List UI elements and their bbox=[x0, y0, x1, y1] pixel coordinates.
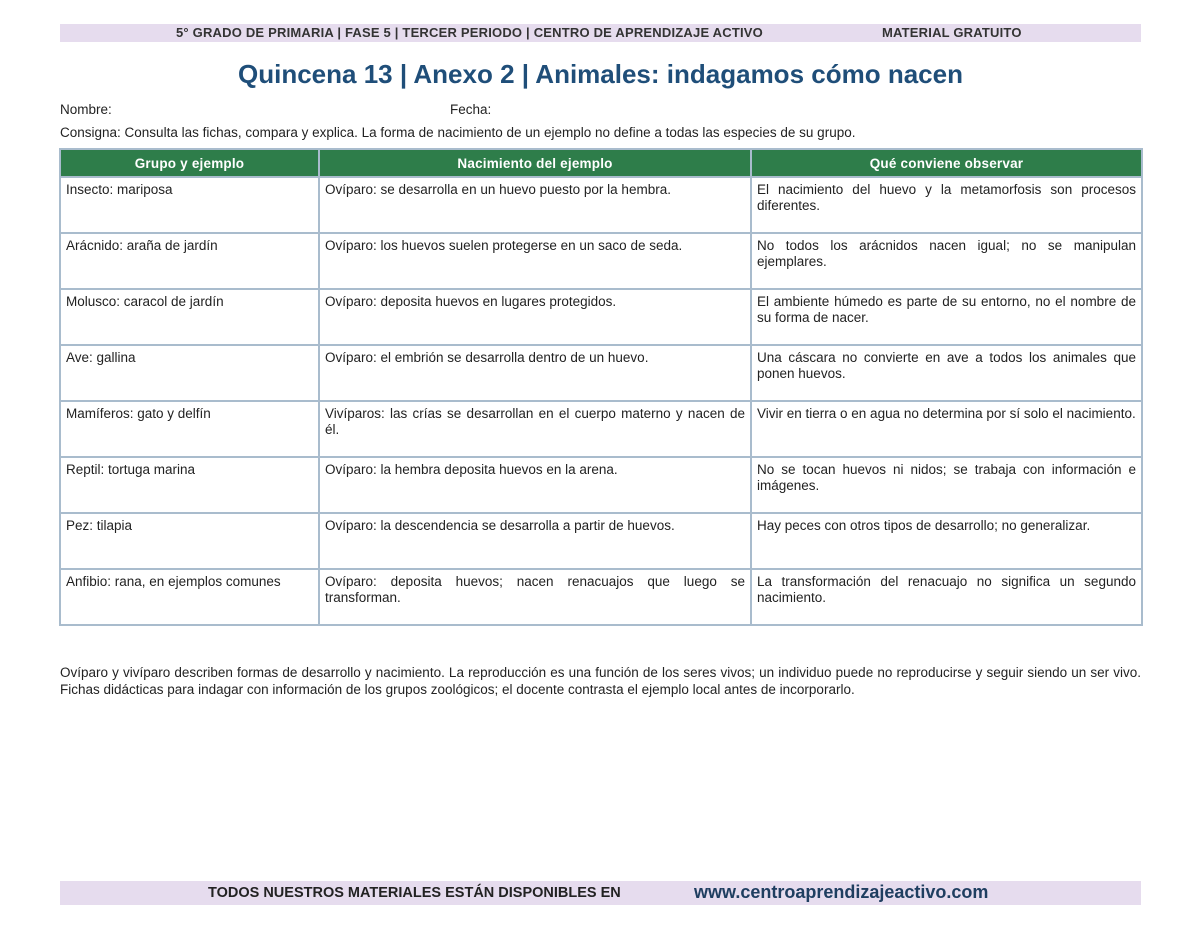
table-row bbox=[60, 569, 1142, 625]
cell-birth: Ovíparo: se desarrolla en un huevo puesto por la hembra. bbox=[319, 177, 751, 233]
header-birth-example: Nacimiento del ejemplo bbox=[319, 149, 751, 177]
table-row bbox=[60, 457, 1142, 513]
cell-group: Molusco: caracol de jardín bbox=[60, 289, 319, 345]
table-row bbox=[60, 513, 1142, 569]
cell-observe: No se tocan huevos ni nidos; se trabaja con información e imágenes. bbox=[751, 457, 1142, 513]
cell-observe: El nacimiento del huevo y la metamorfosis son procesos diferentes. bbox=[751, 177, 1142, 233]
name-field-label: Nombre: bbox=[60, 102, 112, 117]
header-info: 5° GRADO DE PRIMARIA | FASE 5 | TERCER PERIODO | CENTRO DE APRENDIZAJE ACTIVO bbox=[176, 25, 763, 40]
cell-birth: Ovíparo: deposita huevos en lugares protegidos. bbox=[319, 289, 751, 345]
cell-birth: Ovíparo: la descendencia se desarrolla a partir de huevos. bbox=[319, 513, 751, 569]
cell-group: Ave: gallina bbox=[60, 345, 319, 401]
header-what-to-observe: Qué conviene observar bbox=[751, 149, 1142, 177]
cell-observe: La transformación del renacuajo no significa un segundo nacimiento. bbox=[751, 569, 1142, 625]
table-header-row bbox=[60, 149, 1142, 177]
cell-group: Arácnido: araña de jardín bbox=[60, 233, 319, 289]
header-group-example: Grupo y ejemplo bbox=[60, 149, 319, 177]
date-field-label: Fecha: bbox=[450, 102, 492, 117]
table-row bbox=[60, 177, 1142, 233]
cell-birth: Ovíparo: el embrión se desarrolla dentro de un huevo. bbox=[319, 345, 751, 401]
cell-observe: Una cáscara no convierte en ave a todos los animales que ponen huevos. bbox=[751, 345, 1142, 401]
cell-birth: Ovíparo: la hembra deposita huevos en la arena. bbox=[319, 457, 751, 513]
cell-group: Mamíferos: gato y delfín bbox=[60, 401, 319, 457]
footer-availability-text: TODOS NUESTROS MATERIALES ESTÁN DISPONIBLES EN bbox=[208, 885, 621, 901]
cell-birth: Ovíparo: deposita huevos; nacen renacuajos que luego se transforman. bbox=[319, 569, 751, 625]
cell-group: Insecto: mariposa bbox=[60, 177, 319, 233]
footnote-text: Ovíparo y vivíparo describen formas de desarrollo y nacimiento. La reproducción es una función de los seres vivos; un individuo puede no reproducirse y seguir siendo un ser vivo. Fichas didácticas para indagar con información de los grupos zoológicos; el docente contrasta el ejemplo local antes de incorporarlo. bbox=[60, 665, 1141, 697]
cell-group: Pez: tilapia bbox=[60, 513, 319, 569]
cell-observe: Vivir en tierra o en agua no determina por sí solo el nacimiento. bbox=[751, 401, 1142, 457]
footer-band bbox=[60, 881, 1141, 905]
cell-group: Reptil: tortuga marina bbox=[60, 457, 319, 513]
cell-birth: Ovíparo: los huevos suelen protegerse en un saco de seda. bbox=[319, 233, 751, 289]
cell-observe: Hay peces con otros tipos de desarrollo; no generalizar. bbox=[751, 513, 1142, 569]
table-row bbox=[60, 401, 1142, 457]
table-row bbox=[60, 289, 1142, 345]
table-row bbox=[60, 233, 1142, 289]
page-title: Quincena 13 | Anexo 2 | Animales: indagamos cómo nacen bbox=[238, 59, 963, 89]
instruction-text: Consigna: Consulta las fichas, compara y explica. La forma de nacimiento de un ejemplo no define a todas las especies de su grupo. bbox=[60, 125, 856, 140]
table-row bbox=[60, 345, 1142, 401]
footer-website-link[interactable]: www.centroaprendizajeactivo.com bbox=[694, 882, 989, 902]
cell-birth: Vivíparos: las crías se desarrollan en el cuerpo materno y nacen de él. bbox=[319, 401, 751, 457]
header-free-material: MATERIAL GRATUITO bbox=[882, 25, 1022, 40]
cell-observe: El ambiente húmedo es parte de su entorno, no el nombre de su forma de nacer. bbox=[751, 289, 1142, 345]
animals-table bbox=[59, 148, 1143, 626]
cell-observe: No todos los arácnidos nacen igual; no se manipulan ejemplares. bbox=[751, 233, 1142, 289]
header-band bbox=[60, 24, 1141, 42]
cell-group: Anfibio: rana, en ejemplos comunes bbox=[60, 569, 319, 625]
